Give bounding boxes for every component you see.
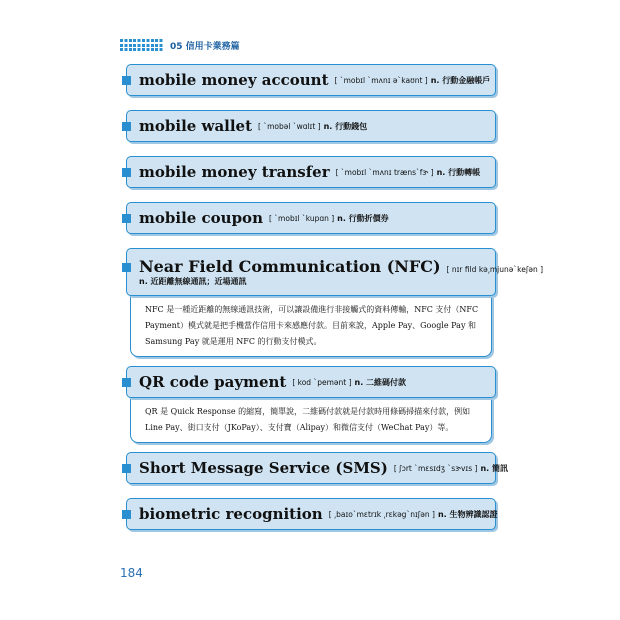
definition: n. 行動金融帳戶: [430, 75, 491, 85]
page-number: 184: [120, 566, 143, 580]
term-bar: [126, 156, 496, 188]
description-box: [130, 398, 492, 443]
chapter-title: 05 信用卡業務篇: [170, 41, 240, 52]
bullet-icon: [122, 214, 131, 223]
bullet-icon: [122, 122, 131, 131]
phonetic: [ ʃɔrt ˋmɛsɪdʒ ˋsɝvɪs ]: [393, 463, 478, 473]
term: mobile coupon: [139, 209, 263, 227]
bullet-icon: [122, 510, 131, 519]
term-bar: [126, 366, 496, 398]
definition: n. 行動折價券: [337, 213, 389, 223]
description-text: QR 是 Quick Response 的縮寫，簡單說，二維碼付款就是付款時用條碼掃描來付款，例如 Line Pay、街口支付（JKoPay）、支付寶（Alipay）和微信支付（WeChat Pay）等。: [145, 407, 471, 432]
term: mobile money account: [139, 71, 329, 89]
vocab-entry: [126, 202, 496, 234]
vocab-entry: [126, 498, 496, 530]
chapter-header: [120, 38, 240, 52]
term-bar: [126, 202, 496, 234]
term-bar: [126, 498, 496, 530]
term-bar: [126, 64, 496, 96]
vocab-entry: [126, 452, 508, 484]
phonetic: [ ˋmobɪl ˋmʌnɪ əˋkaʊnt ]: [334, 75, 428, 85]
term: mobile wallet: [139, 117, 253, 135]
vocab-entry: [126, 110, 496, 142]
definition: n. 近距離無線通訊；近場通訊: [139, 277, 247, 286]
phonetic: [ ˋmobɪl ˋkupɑn ]: [268, 213, 335, 223]
phonetic: [ ˋmobəl ˋwɑlɪt ]: [258, 121, 321, 131]
bullet-icon: [122, 263, 131, 272]
bullet-icon: [122, 76, 131, 85]
vocab-entry: [126, 248, 544, 357]
term-bar: [126, 452, 508, 484]
definition: n. 二維碼付款: [354, 377, 407, 387]
term: biometric recognition: [139, 505, 323, 523]
description-text: NFC 是一種近距離的無線通訊技術，可以讓設備進行非接觸式的資料傳輸，NFC 支付（NFC Payment）模式就是把手機當作信用卡來感應付款。目前來說，Apple Pay、Google Pay 和 Samsung Pay 就是運用 NFC 的行動支付模式。: [145, 305, 479, 346]
bullet-icon: [122, 378, 131, 387]
vocab-entry: [126, 156, 496, 188]
term-bar: [126, 248, 544, 296]
term: Short Message Service (SMS): [139, 459, 388, 477]
phonetic: [ nɪr fild kə͵mjunəˋkeʃən ]: [446, 265, 544, 274]
bullet-icon: [122, 464, 131, 473]
definition: n. 行動轉帳: [436, 167, 481, 177]
definition: n. 生物辨識認證: [437, 509, 498, 519]
phonetic: [ ˋmobɪl ˋmʌnɪ trænsˋfɝ ]: [335, 167, 434, 177]
phonetic: [ ͵baɪoˋmɛtrɪk ͵rɛkəgˋnɪʃən ]: [328, 509, 435, 519]
phonetic: [ kod ˋpemənt ]: [292, 377, 352, 387]
term: mobile money transfer: [139, 163, 330, 181]
term-bar: [126, 110, 496, 142]
description-box: [130, 296, 492, 357]
header-grid-icon: [120, 39, 164, 51]
vocab-entry: [126, 366, 496, 443]
definition: n. 行動錢包: [323, 121, 368, 131]
bullet-icon: [122, 168, 131, 177]
term: QR code payment: [139, 373, 287, 391]
term: Near Field Communication (NFC): [139, 257, 441, 276]
definition: n. 簡訊: [480, 463, 508, 473]
vocab-entry: [126, 64, 496, 96]
